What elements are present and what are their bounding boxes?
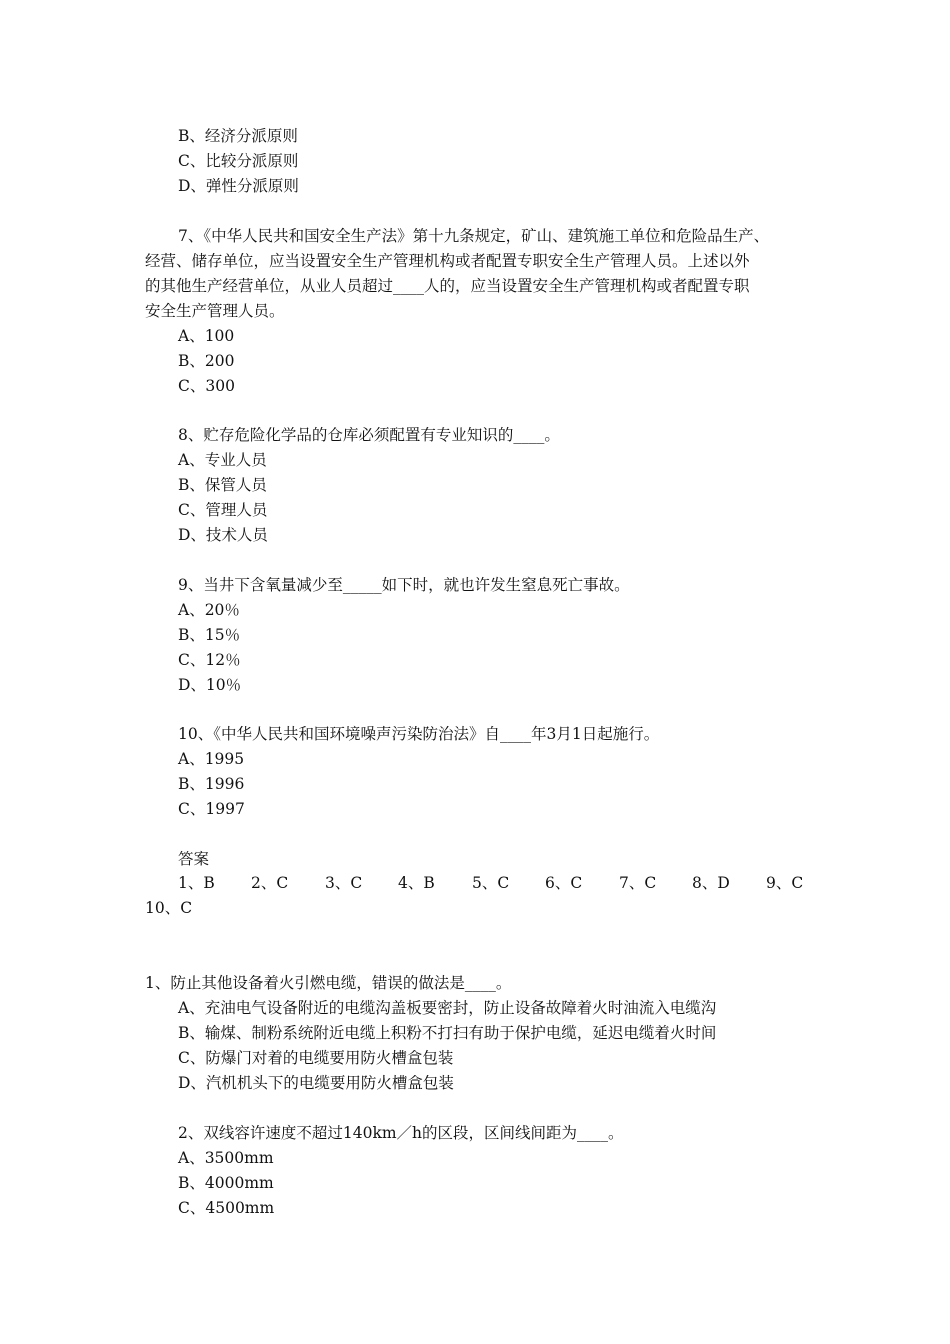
- option-line: D、汽机机头下的电缆要用防火槽盒包装: [178, 1074, 454, 1092]
- option-line: B、1996: [178, 775, 245, 793]
- answer-item: 1、B: [178, 874, 215, 892]
- option-line: B、4000mm: [178, 1174, 274, 1192]
- answers-row: [0, 873, 950, 893]
- answer-item: 6、C: [545, 874, 583, 892]
- answers-heading: 答案: [178, 850, 210, 868]
- answer-item: 8、D: [692, 874, 730, 892]
- option-line: C、防爆门对着的电缆要用防火槽盒包装: [178, 1049, 454, 1067]
- question-10: 10、《中华人民共和国环境噪声污染防治法》自____年3月1日起施行。: [178, 725, 660, 743]
- option-line: B、保管人员: [178, 476, 267, 494]
- option-line: A、1995: [178, 750, 245, 768]
- option-line: B、经济分派原则: [178, 127, 298, 145]
- option-line: D、弹性分派原则: [178, 177, 299, 195]
- answer-item: 7、C: [619, 874, 657, 892]
- question-7-line-2: 经营、储存单位，应当设置安全生产管理机构或者配置专职安全生产管理人员。上述以外: [145, 252, 750, 270]
- option-line: B、200: [178, 352, 235, 370]
- option-line: A、20％: [178, 601, 240, 619]
- option-line: A、专业人员: [178, 451, 267, 469]
- option-line: A、100: [178, 327, 235, 345]
- answer-item: 10、C: [145, 899, 193, 917]
- option-line: C、300: [178, 377, 235, 395]
- question-7-line-3: 的其他生产经营单位，从业人员超过____人的，应当设置安全生产管理机构或者配置专职: [145, 277, 750, 295]
- question-7-line-1: 7、《中华人民共和国安全生产法》第十九条规定，矿山、建筑施工单位和危险品生产、: [178, 227, 770, 245]
- option-line: C、1997: [178, 800, 245, 818]
- option-line: B、输煤、制粉系统附近电缆上积粉不打扫有助于保护电缆，延迟电缆着火时间: [178, 1024, 717, 1042]
- question-8: 8、贮存危险化学品的仓库必须配置有专业知识的____。: [178, 426, 560, 444]
- option-line: C、12％: [178, 651, 241, 669]
- answer-item: 2、C: [251, 874, 289, 892]
- option-line: C、4500mm: [178, 1199, 275, 1217]
- option-line: C、比较分派原则: [178, 152, 299, 170]
- answer-item: 3、C: [325, 874, 363, 892]
- s2-question-2: 2、双线容许速度不超过140km／h的区段，区间线间距为____。: [178, 1124, 624, 1142]
- question-9: 9、当井下含氧量减少至_____如下时，就也许发生窒息死亡事故。: [178, 576, 630, 594]
- option-line: A、充油电气设备附近的电缆沟盖板要密封，防止设备故障着火时油流入电缆沟: [178, 999, 717, 1017]
- option-line: A、3500mm: [178, 1149, 274, 1167]
- answer-item: 9、C: [766, 874, 804, 892]
- answer-item: 4、B: [398, 874, 435, 892]
- s2-question-1: 1、防止其他设备着火引燃电缆，错误的做法是____。: [145, 974, 512, 992]
- option-line: B、15％: [178, 626, 241, 644]
- answer-item: 5、C: [472, 874, 510, 892]
- option-line: D、技术人员: [178, 526, 268, 544]
- question-7-line-4: 安全生产管理人员。: [145, 302, 285, 320]
- option-line: D、10％: [178, 676, 242, 694]
- option-line: C、管理人员: [178, 501, 268, 519]
